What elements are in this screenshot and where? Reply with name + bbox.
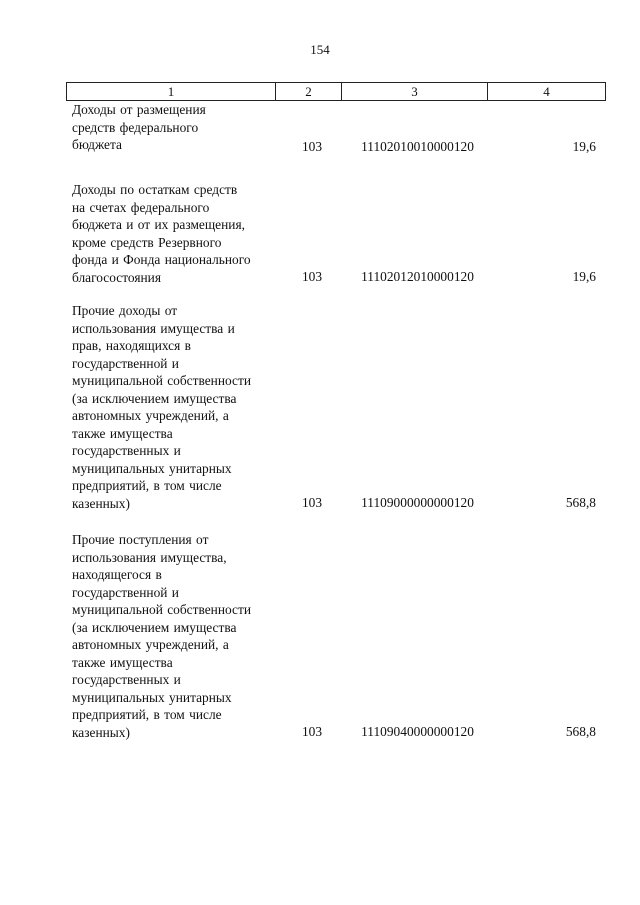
table-row <box>0 531 640 760</box>
description-line: бюджета и от их размещения, <box>72 217 245 232</box>
table-row <box>0 181 640 302</box>
description-line: государственных и <box>72 443 181 458</box>
description-line: автономных учреждений, а <box>72 408 229 423</box>
row-kbk: 11102010010000120 <box>361 139 474 154</box>
description-line: использования имущества и <box>72 320 235 336</box>
description-line: муниципальных унитарных <box>72 689 232 705</box>
row-code: 103 <box>301 139 323 154</box>
row-description <box>72 181 271 286</box>
description-line: использования имущества, <box>72 549 227 565</box>
description-line: государственной и <box>72 355 179 371</box>
description-line: фонда и Фонда национального <box>72 252 251 267</box>
row-code: 103 <box>301 495 323 510</box>
description-line: муниципальной собственности <box>72 602 251 617</box>
row-amount: 568,8 <box>565 495 596 510</box>
description-line: казенных) <box>72 495 130 511</box>
row-kbk: 11109040000000120 <box>361 724 474 739</box>
header-col-4: 4 <box>488 83 606 101</box>
row-amount: 19,6 <box>572 269 596 284</box>
description-line: прав, находящихся в <box>72 338 191 353</box>
row-amount: 568,8 <box>565 724 596 739</box>
description-line: Доходы по остаткам средств <box>72 182 238 197</box>
row-description <box>72 302 271 512</box>
header-col-1: 1 <box>67 83 276 101</box>
row-description <box>72 531 271 741</box>
row-kbk: 11109000000000120 <box>361 495 474 510</box>
description-line: (за исключением имущества <box>72 619 237 635</box>
row-amount: 19,6 <box>572 139 596 154</box>
table-body <box>0 101 640 760</box>
description-line: муниципальных унитарных <box>72 460 232 476</box>
description-line: муниципальной собственности <box>72 373 251 388</box>
description-line: (за исключением имущества <box>72 390 237 406</box>
description-line: также имущества <box>72 425 173 441</box>
description-line: автономных учреждений, а <box>72 637 229 652</box>
description-line: Прочие поступления от <box>72 532 209 547</box>
description-line: государственной и <box>72 584 179 600</box>
description-line: бюджета <box>72 137 122 152</box>
description-line: находящегося в <box>72 567 162 582</box>
description-line: Доходы от размещения <box>72 102 206 117</box>
description-line: предприятий, в том числе <box>72 707 222 722</box>
description-line: средств федерального <box>72 119 199 135</box>
header-col-3: 3 <box>342 83 488 101</box>
row-description <box>72 101 271 154</box>
description-line: казенных) <box>72 724 130 740</box>
description-line: кроме средств Резервного <box>72 234 222 250</box>
table-row <box>0 101 640 181</box>
description-line: предприятий, в том числе <box>72 478 222 493</box>
row-code: 103 <box>301 269 323 284</box>
description-line: благосостояния <box>72 269 161 285</box>
description-line: Прочие доходы от <box>72 303 178 318</box>
description-line: на счетах федерального <box>72 199 210 215</box>
page-number: 154 <box>310 42 330 57</box>
description-line: государственных и <box>72 672 181 687</box>
table-header <box>66 82 606 101</box>
table-row <box>0 302 640 531</box>
description-line: также имущества <box>72 654 173 670</box>
header-col-2: 2 <box>276 83 342 101</box>
row-code: 103 <box>301 724 323 739</box>
row-kbk: 11102012010000120 <box>361 269 474 284</box>
